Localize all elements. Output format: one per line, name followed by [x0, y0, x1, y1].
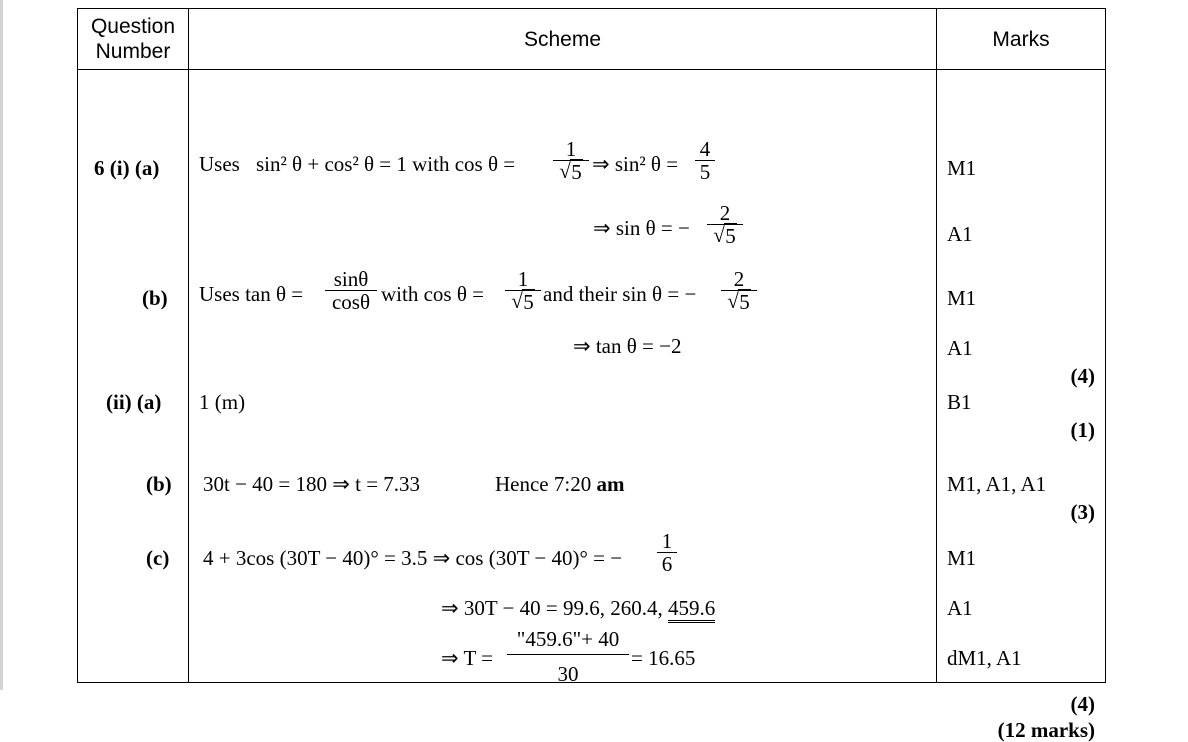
mark-scheme-table	[77, 8, 1106, 742]
ia-uses: Uses	[199, 152, 240, 176]
ib-result: ⇒ tan θ = −2	[573, 334, 682, 358]
marks-column	[937, 70, 1106, 742]
total-part-iib: (3)	[1070, 500, 1095, 524]
question-number-header: Question Number	[78, 9, 189, 70]
ia-fraction-2-over-root5: 2 √ 5	[707, 202, 743, 247]
iia-answer: 1 (m)	[199, 390, 246, 414]
ib-fraction-sin-over-cos: sinθ cosθ	[325, 268, 377, 313]
total-marks: (12 marks)	[997, 718, 1095, 742]
ib-fraction-2-over-root5: 2 √ 5	[721, 268, 757, 313]
question-number-column	[78, 70, 189, 683]
iib-hence: Hence 7:20 am	[495, 472, 625, 496]
iic-T: ⇒ T =	[441, 646, 494, 670]
ib-and-their: and their sin θ = −	[543, 282, 697, 306]
ia-fraction-4-over-5: 4 5	[695, 138, 715, 183]
mark-iic-a1: A1	[947, 596, 973, 620]
label-6-i-b: (b)	[142, 286, 168, 310]
page-edge	[0, 0, 3, 690]
label-6-ii-a: (ii) (a)	[106, 390, 162, 414]
iic-line2: ⇒ 30T − 40 = 99.6, 260.4, 459.6	[441, 596, 715, 620]
marks-header: Marks	[937, 9, 1106, 70]
header-row	[78, 9, 1106, 70]
iic-result: = 16.65	[631, 646, 696, 670]
mark-ia-a1: A1	[947, 222, 973, 246]
scheme-header: Scheme	[189, 9, 937, 70]
mark-iib: M1, A1, A1	[947, 472, 1047, 496]
mark-ib-a1: A1	[947, 336, 973, 360]
iic-equation: 4 + 3cos (30T − 40)° = 3.5 ⇒ cos (30T − 40)° = −	[203, 546, 623, 570]
total-part-i: (4)	[1070, 364, 1095, 388]
iib-equation: 30t − 40 = 180 ⇒ t = 7.33	[203, 472, 421, 496]
mark-ib-m1: M1	[947, 286, 977, 310]
total-part-iia: (1)	[1070, 418, 1095, 442]
mark-iic-dm1: dM1, A1	[947, 646, 1022, 670]
total-part-iic: (4)	[1070, 692, 1095, 716]
mark-iic-m1: M1	[947, 546, 977, 570]
iic-underlined-value: 459.6	[668, 596, 715, 623]
label-6-i-a: 6 (i) (a)	[94, 156, 160, 180]
label-6-ii-b: (b)	[146, 472, 172, 496]
mark-iia-b1: B1	[947, 390, 972, 414]
label-6-ii-c: (c)	[146, 546, 170, 570]
mark-ia-m1: M1	[947, 156, 977, 180]
ia-implies-sin: ⇒ sin θ = −	[593, 216, 690, 240]
ib-with: with cos θ =	[381, 282, 484, 306]
ib-uses: Uses tan θ =	[199, 282, 304, 306]
ib-fraction-1-over-root5: 1 √ 5	[505, 268, 541, 313]
scheme-column	[189, 70, 937, 686]
ia-implies-sin2: ⇒ sin² θ =	[592, 152, 679, 176]
iic-fraction-T: "459.6"+ 40 30	[507, 628, 629, 685]
body-row	[78, 70, 1106, 683]
ia-identity: sin² θ + cos² θ = 1 with cos θ =	[256, 152, 516, 176]
iic-fraction-1-over-6: 1 6	[657, 530, 677, 575]
ia-fraction-1-over-root5: 1 √ 5	[553, 138, 589, 183]
